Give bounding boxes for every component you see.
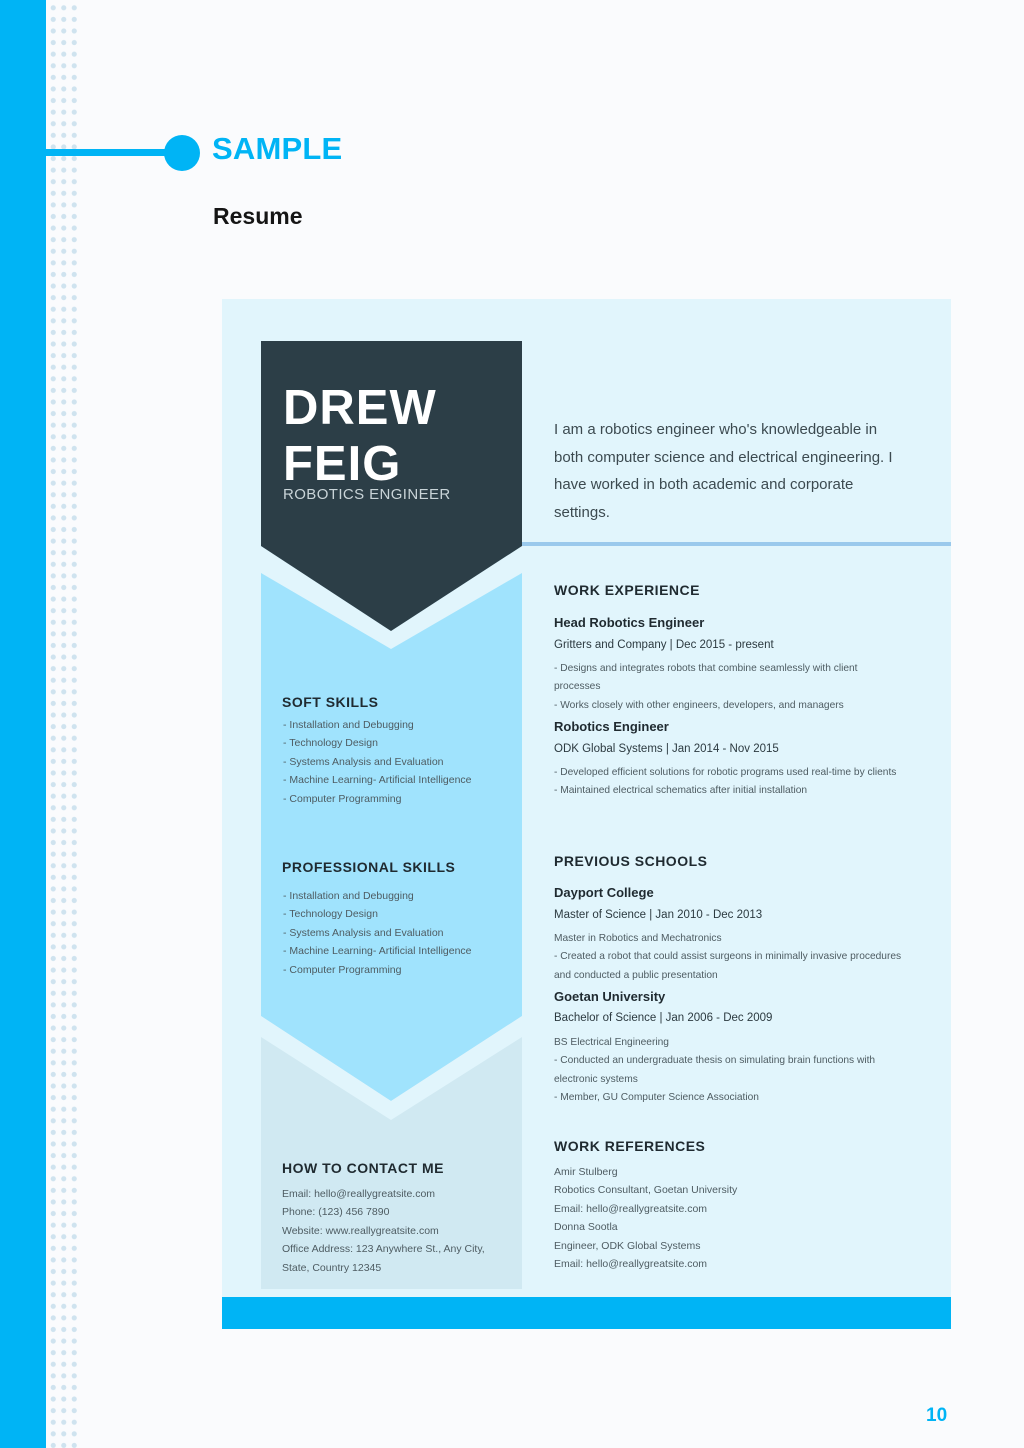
job-description <box>554 764 904 801</box>
previous-schools-title: PREVIOUS SCHOOLS <box>554 853 708 869</box>
reference-line: Amir Stulberg <box>554 1166 618 1178</box>
reference-line: Robotics Consultant, Goetan University <box>554 1184 738 1197</box>
contact-website: Website: www.reallygreatsite.com <box>282 1224 439 1237</box>
professional-skills-title: PROFESSIONAL SKILLS <box>282 859 456 875</box>
references-list <box>554 1163 737 1273</box>
professional-skills-list <box>283 887 472 979</box>
list-item: - Systems Analysis and Evaluation <box>283 755 444 768</box>
reference-line: Engineer, ODK Global Systems <box>554 1239 701 1252</box>
school-description-text: Master in Robotics and Mechatronics - Created a robot that could assist surgeons in minimally invasive procedures and conducted a public presentation <box>554 933 902 981</box>
school-description <box>554 1034 904 1108</box>
last-name: FEIG <box>283 437 402 491</box>
job-role: ROBOTICS ENGINEER <box>283 486 451 503</box>
resume-bottom-band <box>222 1297 951 1329</box>
contact-title: HOW TO CONTACT ME <box>282 1160 444 1176</box>
job-description <box>554 660 904 715</box>
intro-divider <box>522 542 951 546</box>
job-company: Gritters and Company | Dec 2015 - present <box>554 639 774 651</box>
soft-skills-list <box>283 716 472 808</box>
job-title: Robotics Engineer <box>554 719 669 734</box>
reference-line: Email: hello@reallygreatsite.com <box>554 1202 708 1215</box>
contact-email: Email: hello@reallygreatsite.com <box>282 1188 436 1200</box>
list-item: - Technology Design <box>283 737 378 750</box>
list-item: - Computer Programming <box>283 963 402 976</box>
page-subtitle: Resume <box>213 203 303 229</box>
title-connector-line <box>46 149 176 156</box>
school-degree: Bachelor of Science | Jan 2006 - Dec 2009 <box>554 1012 773 1024</box>
list-item: - Installation and Debugging <box>283 719 414 731</box>
school-description-text: BS Electrical Engineering - Conducted an undergraduate thesis on simulating brain functions with electronic systems - Member, GU Computer Science Association <box>554 1037 876 1104</box>
page-title: SAMPLE <box>212 131 343 166</box>
list-item: - Installation and Debugging <box>283 890 414 902</box>
list-item: - Machine Learning- Artificial Intelligence <box>283 945 472 958</box>
page-number: 10 <box>926 1405 948 1426</box>
reference-line: Email: hello@reallygreatsite.com <box>554 1257 708 1270</box>
first-name: DREW <box>283 381 437 435</box>
left-accent-bar <box>0 0 46 1448</box>
list-item: - Technology Design <box>283 908 378 921</box>
job-description-text: - Developed efficient solutions for robotic programs used real-time by clients - Maintained electrical schematics after initial installation <box>554 767 897 797</box>
job-description-text: - Designs and integrates robots that combine seamlessly with client processes - Works closely with other engineers, developers, and managers <box>554 663 858 711</box>
work-experience-title: WORK EXPERIENCE <box>554 582 700 598</box>
contact-address: Office Address: 123 Anywhere St., Any City, State, Country 12345 <box>282 1243 485 1274</box>
intro-text: I am a robotics engineer who's knowledgeable in both computer science and electrical engineering. I have worked in both academic and corporate settings. <box>554 421 893 522</box>
list-item: - Machine Learning- Artificial Intelligence <box>283 774 472 787</box>
school-description <box>554 930 904 985</box>
dot-pattern <box>46 0 80 1448</box>
job-title: Head Robotics Engineer <box>554 615 705 630</box>
school-degree: Master of Science | Jan 2010 - Dec 2013 <box>554 909 763 921</box>
reference-line: Donna Sootla <box>554 1221 618 1234</box>
soft-skills-title: SOFT SKILLS <box>282 694 379 710</box>
job-company: ODK Global Systems | Jan 2014 - Nov 2015 <box>554 743 779 755</box>
contact-phone: Phone: (123) 456 7890 <box>282 1206 390 1219</box>
school-name: Goetan University <box>554 989 666 1004</box>
work-references-title: WORK REFERENCES <box>554 1138 706 1154</box>
list-item: - Systems Analysis and Evaluation <box>283 926 444 939</box>
school-name: Dayport College <box>554 885 654 900</box>
list-item: - Computer Programming <box>283 792 402 805</box>
title-connector-dot <box>164 135 200 171</box>
contact-list <box>282 1185 507 1277</box>
